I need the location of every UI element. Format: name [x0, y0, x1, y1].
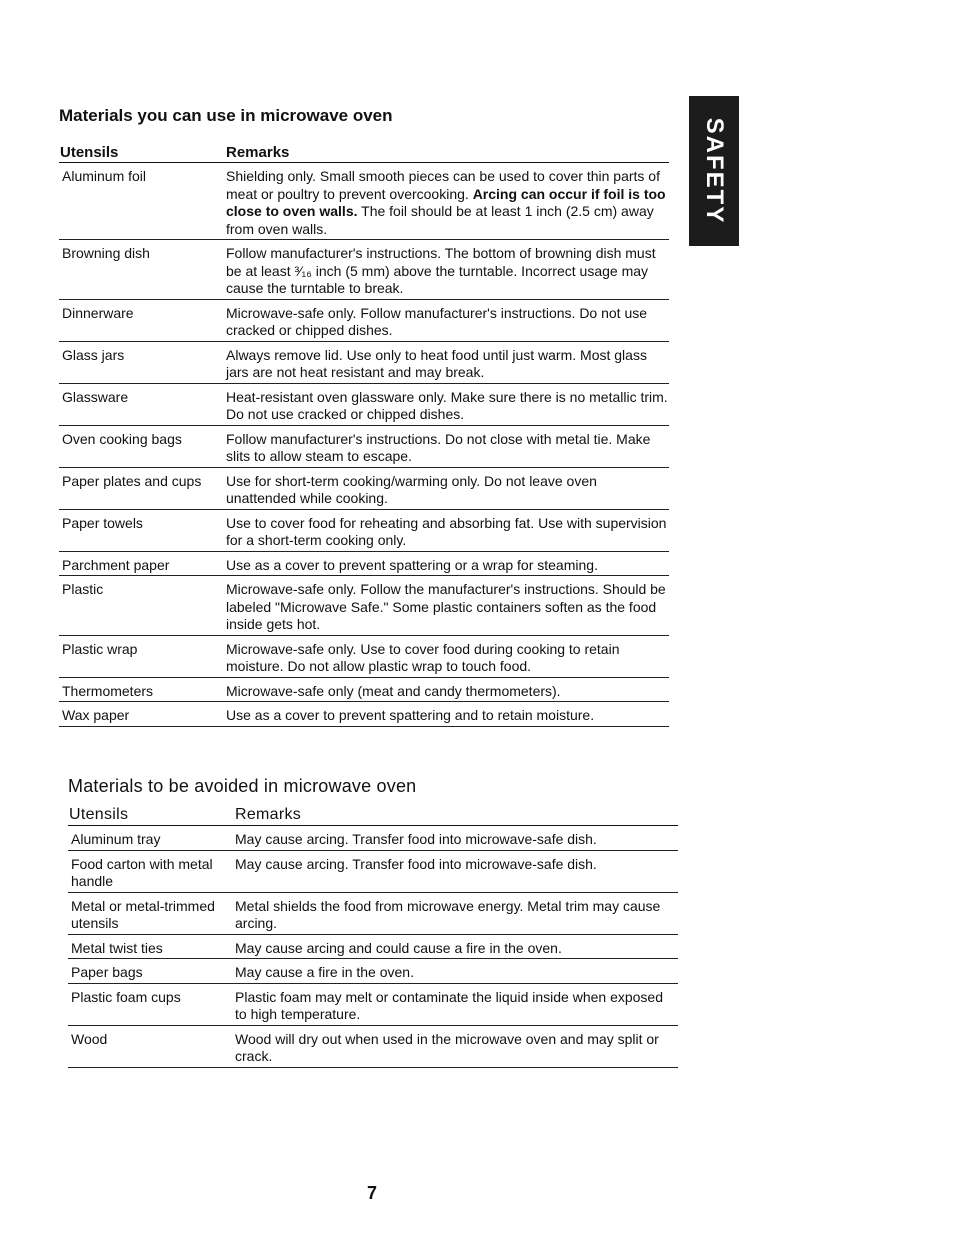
table-row: [59, 426, 669, 468]
remark-text: Microwave-safe only. Follow manufacturer's instructions. Do not use cracked or chipped dishes.: [226, 304, 648, 338]
section-title: Materials you can use in microwave oven: [59, 106, 393, 125]
remark-cell: [226, 168, 669, 238]
utensil-cell: Glass jars: [62, 346, 125, 363]
remark-text: Use as a cover to prevent spattering or a wrap for steaming.: [226, 556, 598, 573]
table-row: [68, 826, 678, 851]
table-row: [59, 240, 669, 300]
remark-text: Microwave-safe only (meat and candy thermometers).: [226, 682, 561, 699]
safety-side-tab: [689, 96, 739, 246]
remark-cell: Wood will dry out when used in the microwave oven and may split or crack.: [235, 1030, 659, 1064]
remark-text: Microwave-safe only. Use to cover food during cooking to retain moisture. Do not allow plastic wrap to touch food.: [226, 640, 620, 674]
avoided-materials-table: [68, 826, 678, 1068]
table-row: [59, 300, 669, 342]
remark-cell: Plastic foam may melt or contaminate the liquid inside when exposed to high temperature.: [235, 988, 663, 1022]
remark-text: Use as a cover to prevent spattering and to retain moisture.: [226, 707, 595, 723]
table-header: [59, 144, 669, 163]
utensil-cell: Food carton with metal handle: [71, 855, 213, 889]
remark-text: Heat-resistant oven glassware only. Make sure there is no metallic trim. Do not use cracked or chipped dishes.: [226, 388, 668, 422]
remark-cell: [226, 473, 669, 508]
remark-text: Follow manufacturer's instructions. Do not close with metal tie. Make slits to allow steam to escape.: [226, 430, 651, 464]
table-header: [68, 806, 678, 826]
section-title: Materials to be avoided in microwave oven: [68, 776, 417, 796]
utensil-cell: Wood: [71, 1030, 108, 1047]
remark-warning-text: Arcing can occur if foil is too close to oven walls.: [226, 185, 666, 219]
utensil-cell: Metal or metal-trimmed utensils: [71, 897, 215, 931]
utensil-cell: Thermometers: [62, 682, 154, 699]
utensil-cell: Aluminum tray: [71, 831, 161, 847]
remark-cell: [226, 431, 669, 466]
remark-text: Shielding only. Small smooth pieces can be used to cover thin parts of meat or poultry to prevent overcooking.: [226, 168, 660, 202]
remark-cell: Metal shields the food from microwave energy. Metal trim may cause arcing.: [235, 897, 661, 931]
utensil-cell: Wax paper: [62, 707, 130, 723]
page-number: 7: [367, 1183, 378, 1203]
remark-text: The foil should be at least 1 inch (2.5 cm) away from oven walls.: [226, 203, 654, 237]
table-row: [68, 984, 678, 1026]
remark-text: Use for short-term cooking/warming only. Do not leave oven unattended while cooking.: [226, 472, 597, 506]
remarks-column-header: Remarks: [235, 806, 302, 823]
table-row: [68, 851, 678, 893]
remark-cell: [226, 515, 669, 550]
remark-cell: [226, 389, 669, 424]
table-row: [68, 959, 678, 984]
usable-materials-table: [59, 163, 669, 727]
remark-cell: [226, 305, 669, 340]
avoided-materials-section: [68, 776, 678, 1068]
utensil-cell: Plastic: [62, 581, 104, 597]
remark-cell: [226, 347, 669, 382]
remark-text: Use to cover food for reheating and absorbing fat. Use with supervision for a short-term cooking only.: [226, 514, 667, 548]
remark-cell: [226, 245, 669, 298]
utensil-cell: Metal twist ties: [71, 939, 163, 956]
table-row: [59, 384, 669, 426]
remark-text: Follow manufacturer's instructions. The bottom of browning dish must be at least ³⁄₁₆ inch (5 mm) above the turntable. Incorrect usage may cause the turntable to break.: [226, 245, 656, 296]
utensils-column-header: Utensils: [60, 144, 119, 161]
utensil-cell: Parchment paper: [62, 556, 170, 573]
utensil-cell: Paper bags: [71, 964, 143, 980]
table-row: [59, 510, 669, 552]
remark-cell: May cause a fire in the oven.: [235, 964, 414, 980]
utensil-cell: Aluminum foil: [62, 168, 147, 184]
table-row: [59, 163, 669, 240]
utensil-cell: Paper towels: [62, 514, 143, 531]
table-row: [59, 678, 669, 703]
remarks-column-header: Remarks: [226, 144, 290, 161]
utensil-cell: Plastic wrap: [62, 640, 138, 657]
table-row: [59, 636, 669, 678]
remark-cell: May cause arcing and could cause a fire in the oven.: [235, 939, 562, 956]
utensil-cell: Browning dish: [62, 245, 150, 261]
side-tab-label: SAFETY: [701, 117, 728, 225]
remark-cell: [226, 581, 669, 634]
table-row: [68, 1026, 678, 1068]
table-row: [59, 576, 669, 636]
table-row: [59, 552, 669, 577]
remark-cell: May cause arcing. Transfer food into microwave-safe dish.: [235, 831, 597, 847]
utensil-cell: Dinnerware: [62, 304, 134, 321]
remark-cell: [226, 707, 669, 725]
utensils-column-header: Utensils: [69, 806, 129, 823]
utensil-cell: Glassware: [62, 388, 129, 405]
utensil-cell: Oven cooking bags: [62, 430, 182, 447]
utensil-cell: Paper plates and cups: [62, 472, 202, 489]
utensil-cell: Plastic foam cups: [71, 988, 181, 1005]
remark-cell: [226, 683, 669, 701]
table-row: [59, 702, 669, 727]
remark-cell: May cause arcing. Transfer food into microwave-safe dish.: [235, 855, 597, 872]
usable-materials-section: [59, 106, 669, 727]
table-row: [59, 342, 669, 384]
remark-cell: [226, 557, 669, 575]
table-row: [68, 935, 678, 960]
remark-text: Always remove lid. Use only to heat food until just warm. Most glass jars are not heat resistant and may break.: [226, 346, 647, 380]
table-row: [59, 468, 669, 510]
table-row: [68, 893, 678, 935]
remark-text: Microwave-safe only. Follow the manufacturer's instructions. Should be labeled "Microwave Safe." Some plastic containers soften as the food inside gets hot.: [226, 581, 666, 632]
remark-cell: [226, 641, 669, 676]
